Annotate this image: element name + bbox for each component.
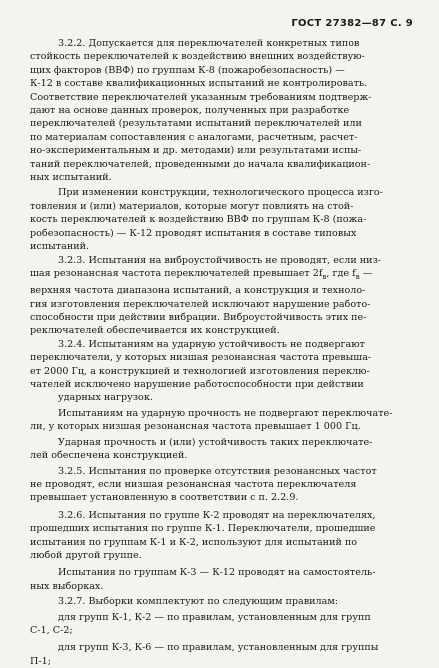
text-line: переключателей (результатами испытаний переключателей или — [30, 118, 362, 130]
text-line: верхняя частота диапазона испытаний, а конструкция и техноло- — [30, 285, 366, 297]
paragraph-design-change — [30, 186, 415, 253]
text-line: переключатели, у которых низшая резонансная частота превыша- — [30, 352, 372, 364]
text-line: для групп К-3, К-6 — по правилам, установленным для группы — [58, 642, 379, 654]
text-line: превышает установленную в соответствии с п. 2.2.9. — [30, 492, 299, 504]
text-line: ных испытаний. — [30, 172, 112, 184]
paragraph-shock-design — [30, 436, 415, 463]
text-line: для групп К-1, К-2 — по правилам, установленным для групп — [58, 611, 371, 623]
paragraph-3-2-2 — [30, 37, 415, 184]
text-line: кость переключателей к воздействию ВВФ по группам К-8 (пожа- — [30, 214, 367, 226]
text-line: 3.2.7. Выборки комплектуют по следующим правилам: — [58, 596, 339, 608]
text-line: лей обеспечена конструкцией. — [30, 450, 188, 462]
text-line: таний переключателей, проведенными до начала квалификацион- — [30, 158, 371, 170]
paragraph-groups-k1-k2 — [30, 611, 415, 638]
paragraph-separate-samples — [30, 566, 415, 593]
text-line: прошедших испытания по группе К-1. Переключатели, прошедшие — [30, 523, 376, 535]
text-line: гия изготовления переключателей исключают нарушение работо- — [30, 298, 371, 310]
text-line: щих факторов (ВВФ) по группам К-8 (пожаробезопасность) — — [30, 64, 345, 76]
text-line: 3.2.3. Испытания на виброустойчивость не проводят, если низ- — [58, 254, 382, 266]
text-line: испытаний. — [30, 241, 90, 253]
text-line: способности при действии вибрации. Виброустойчивость этих пе- — [30, 312, 367, 324]
text-line-start: шая резонансная частота переключателей превышает 2f — [30, 267, 323, 279]
text-line: товления и (или) материалов, которые могут повлиять на стой- — [30, 200, 354, 212]
subscript: в — [355, 272, 360, 281]
text-line: Испытаниям на ударную прочность не подвергают переключате- — [58, 407, 393, 419]
text-line: Соответствие переключателей указанным требованиям подтверж- — [30, 91, 372, 103]
text-line: С-1, С-2; — [30, 624, 73, 636]
text-line: ли, у которых низшая резонансная частота превышает 1 000 Гц. — [30, 421, 361, 433]
text-line: робезопасность) — К-12 проводят испытания в составе типовых — [30, 227, 357, 239]
paragraph-groups-k3-k6 — [30, 641, 415, 668]
text-line: Ударная прочность и (или) устойчивость таких переключате- — [58, 436, 373, 448]
text-line: Испытания по группам К-3 — К-12 проводят на самостоятель- — [58, 567, 376, 579]
paragraph-shock-strength — [30, 407, 415, 434]
text-line: При изменении конструкции, технологического процесса изго- — [58, 187, 383, 199]
text-line: 3.2.4. Испытаниям на ударную устойчивость не подвергают — [58, 338, 365, 350]
text-line-mid: , где f — [326, 267, 356, 279]
paragraph-3-2-5 — [30, 465, 415, 505]
subscript: в — [322, 272, 327, 281]
text-line: не проводят, если низшая резонансная частота переключателя — [30, 478, 357, 490]
text-line: ет 2000 Гц, а конструкцией и технологией изготовления переклю- — [30, 365, 370, 377]
paragraph-3-2-7 — [30, 595, 415, 608]
text-line — [30, 267, 415, 284]
text-line: реключателей обеспечивается их конструкцией. — [30, 325, 280, 337]
paragraph-3-2-4 — [30, 338, 415, 405]
text-line: 3.2.2. Допускается для переключателей конкретных типов — [58, 38, 360, 49]
page-header: ГОСТ 27382—87 С. 9 — [291, 18, 413, 29]
text-line: дают на основе данных проверок, полученных при разработке — [30, 105, 350, 117]
text-line: 3.2.5. Испытания по проверке отсутствия резонансных частот — [58, 465, 377, 477]
text-line-end: — — [359, 267, 373, 279]
paragraph-3-2-6 — [30, 509, 415, 563]
text-line: К-12 в составе квалификационных испытаний не контролировать. — [30, 78, 368, 90]
text-line: любой другой группе. — [30, 549, 142, 561]
text-line: ударных нагрузок. — [58, 392, 153, 404]
paragraph-3-2-3 — [30, 254, 415, 338]
text-line: чателей исключено нарушение работоспособности при действии — [30, 379, 364, 391]
text-line: 3.2.6. Испытания по группе К-2 проводят на переключателях, — [58, 509, 376, 521]
text-line: ных выборках. — [30, 580, 104, 592]
text-line: П-1; — [30, 655, 51, 667]
text-line: по материалам сопоставления с аналогами, расчетным, расчет- — [30, 131, 358, 143]
text-line: испытания по группам К-1 и К-2, используют для испытаний по — [30, 536, 358, 548]
text-line: но-экспериментальным и др. методами) или результатами испы- — [30, 145, 362, 157]
text-line: стойкость переключателей к воздействию внешних воздействую- — [30, 51, 365, 63]
